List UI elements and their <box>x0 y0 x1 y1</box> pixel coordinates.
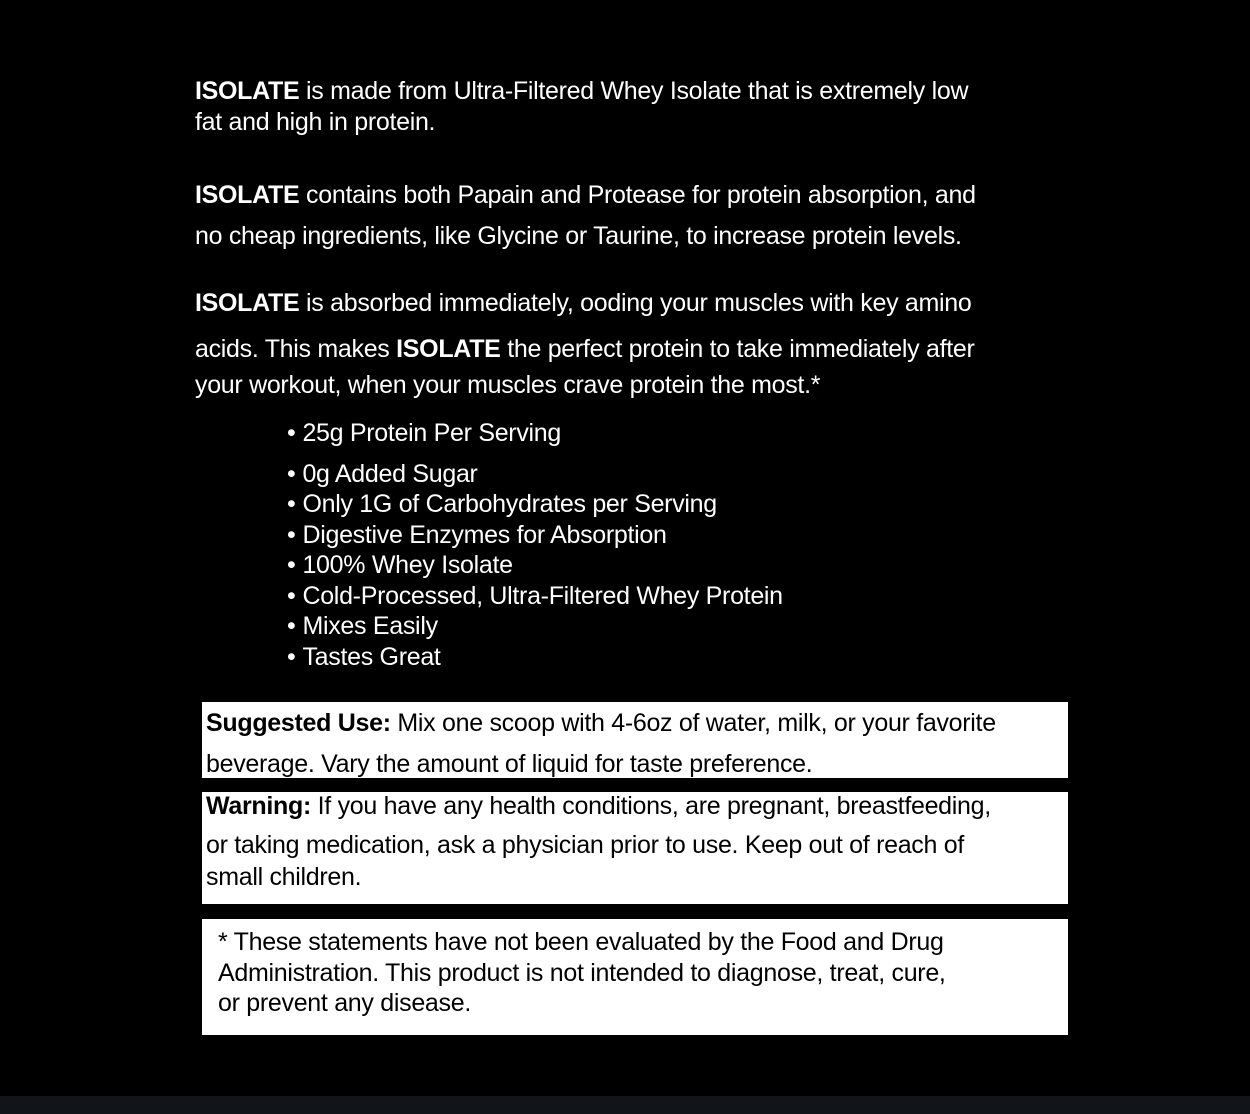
bullet-icon: • <box>287 551 296 579</box>
warning-line-2: or taking medication, ask a physician prior to use. Keep out of reach of <box>206 831 965 859</box>
bullet-icon: • <box>287 612 296 640</box>
suggested-use-line-1: Suggested Use: Mix one scoop with 4-6oz of water, milk, or your favorite <box>206 709 996 737</box>
disclaimer-line-1: * These statements have not been evaluated by the Food and Drug <box>218 928 944 956</box>
intro-line-2: fat and high in protein. <box>195 108 436 136</box>
disclaimer-line-2: Administration. This product is not intended to diagnose, treat, cure, <box>218 958 946 987</box>
list-item: • 0g Added Sugar <box>287 459 478 488</box>
fda-disclaimer-box <box>202 919 1068 1035</box>
brand-name: ISOLATE <box>396 335 501 363</box>
bottom-edge-strip <box>0 1096 1250 1114</box>
bullet-icon: • <box>287 520 296 549</box>
intro-line-1: ISOLATE is made from Ultra-Filtered Whey Isolate that is extremely low <box>195 77 969 105</box>
bullet-icon: • <box>287 581 296 610</box>
suggested-use-box <box>202 702 1068 778</box>
list-item: • Digestive Enzymes for Absorption <box>287 520 667 549</box>
absorption-paragraph <box>195 288 1055 401</box>
suggested-use-line-2: beverage. Vary the amount of liquid for taste preference. <box>206 750 813 778</box>
suggested-use-label: Suggested Use: <box>206 709 391 737</box>
bullet-icon: • <box>287 642 296 671</box>
brand-name: ISOLATE <box>195 181 300 209</box>
enzymes-line-1: ISOLATE contains both Papain and Protease for protein absorption, and <box>195 181 976 209</box>
warning-label: Warning: <box>206 792 311 820</box>
list-item: • Tastes Great <box>287 642 441 671</box>
absorption-line-3: your workout, when your muscles crave protein the most.* <box>195 371 821 399</box>
list-item: • Cold-Processed, Ultra-Filtered Whey Protein <box>287 581 783 610</box>
enzymes-paragraph <box>195 175 1055 257</box>
absorption-line-2: acids. This makes ISOLATE the perfect protein to take immediately after <box>195 335 975 363</box>
bullet-icon: • <box>287 419 296 447</box>
disclaimer-line-3: or prevent any disease. <box>218 989 471 1017</box>
warning-line-1: Warning: If you have any health conditions, are pregnant, breastfeeding, <box>206 792 991 820</box>
bullet-icon: • <box>287 490 296 518</box>
bullet-icon: • <box>287 459 296 488</box>
intro-paragraph <box>195 76 1055 138</box>
list-item: • Mixes Easily <box>287 612 438 640</box>
absorption-line-1: ISOLATE is absorbed immediately, ooding your muscles with key amino <box>195 289 972 317</box>
warning-line-3: small children. <box>206 863 362 891</box>
feature-list <box>287 418 783 672</box>
list-item: • Only 1G of Carbohydrates per Serving <box>287 490 717 518</box>
list-item: • 100% Whey Isolate <box>287 551 513 579</box>
brand-name: ISOLATE <box>195 289 300 317</box>
warning-box <box>202 792 1068 904</box>
enzymes-line-2: no cheap ingredients, like Glycine or Taurine, to increase protein levels. <box>195 222 962 250</box>
brand-name: ISOLATE <box>195 77 300 105</box>
list-item: • 25g Protein Per Serving <box>287 419 561 447</box>
